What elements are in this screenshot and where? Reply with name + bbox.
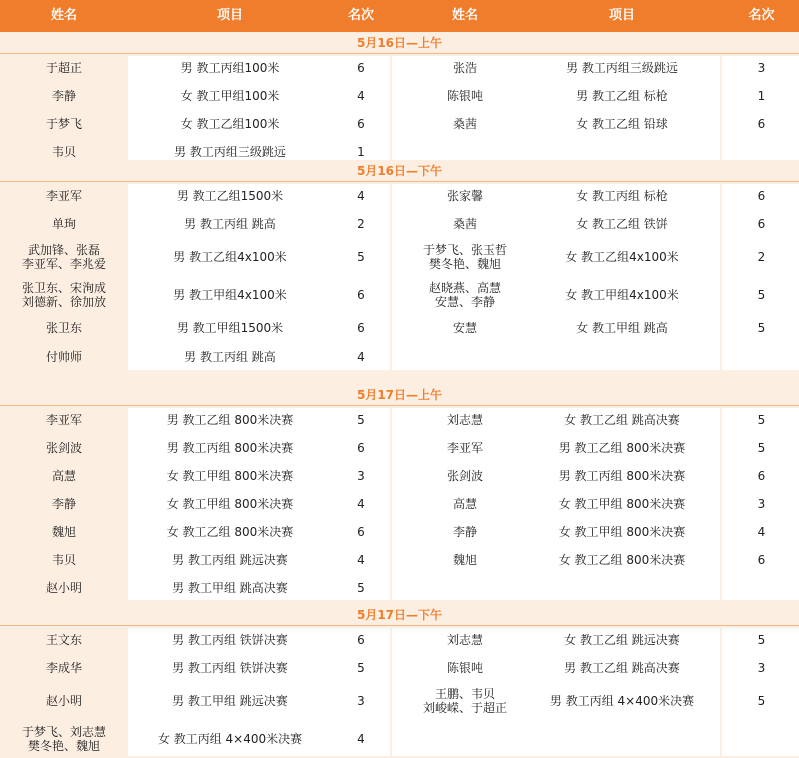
table-row <box>0 238 799 276</box>
table-row <box>0 210 799 238</box>
right-event-cell: 男 教工丙组 4×400米决赛 <box>549 694 695 708</box>
right-name-cell: 于梦飞、张玉哲 樊冬艳、魏旭 <box>422 243 507 271</box>
left-rank-cell: 6 <box>357 117 365 131</box>
left-rank-cell: 6 <box>357 61 365 75</box>
right-name-cell <box>410 574 520 602</box>
right-name-cell: 桑茜 <box>452 217 477 231</box>
left-event-cell: 女 教工乙组100米 <box>180 117 280 131</box>
right-event-cell: 男 教工乙组 跳高决赛 <box>564 661 680 675</box>
right-event-cell: 男 教工乙组 标枪 <box>576 89 668 103</box>
header-event-right: 项目 <box>608 8 635 23</box>
right-event-cell: 女 教工乙组 跳远决赛 <box>564 633 680 647</box>
table-row <box>0 574 799 602</box>
left-name-cell: 李静 <box>51 89 76 103</box>
left-rank-cell: 3 <box>357 694 365 708</box>
right-event-cell <box>520 720 724 758</box>
right-name-cell: 张剑波 <box>446 469 483 483</box>
left-rank-cell: 4 <box>357 497 365 511</box>
table-row <box>0 682 799 720</box>
table-row <box>0 276 799 314</box>
right-name-cell: 张浩 <box>452 61 477 75</box>
left-event-cell: 男 教工甲组4x100米 <box>173 288 287 302</box>
right-rank-cell: 6 <box>757 189 766 203</box>
left-name-cell: 武加锋、张磊 李亚军、李兆爱 <box>21 243 106 271</box>
right-name-cell <box>410 342 520 372</box>
right-rank-cell <box>724 342 799 372</box>
table-row <box>0 54 799 82</box>
right-name-cell <box>410 720 520 758</box>
left-name-cell: 魏旭 <box>51 525 76 539</box>
right-rank-cell: 4 <box>757 525 766 539</box>
left-name-cell: 李静 <box>51 497 76 511</box>
right-rank-cell: 5 <box>757 441 766 455</box>
section-title: 5月16日—上午 <box>0 32 799 54</box>
table-header <box>0 0 799 32</box>
left-event-cell: 男 教工乙组 800米决赛 <box>166 413 294 427</box>
left-name-cell: 韦贝 <box>51 145 76 159</box>
table-row <box>0 546 799 574</box>
right-name-cell: 安慧 <box>452 321 477 335</box>
left-rank-cell: 5 <box>357 581 365 595</box>
right-event-cell <box>520 574 724 602</box>
left-rank-cell: 6 <box>357 321 365 335</box>
table-row <box>0 182 799 210</box>
left-name-cell: 李亚军 <box>45 413 82 427</box>
right-name-cell: 王鹏、韦贝 刘峻嵘、于超正 <box>422 687 507 715</box>
right-event-cell: 女 教工甲组 800米决赛 <box>558 525 686 539</box>
right-event-cell: 女 教工乙组 800米决赛 <box>558 553 686 567</box>
left-event-cell: 女 教工甲组100米 <box>180 89 280 103</box>
left-rank-cell: 6 <box>357 288 365 302</box>
header-rank-left: 名次 <box>347 8 374 23</box>
header-name-right: 姓名 <box>451 8 478 23</box>
right-rank-cell: 2 <box>757 250 766 264</box>
table-row <box>0 518 799 546</box>
right-name-cell: 李亚军 <box>446 441 483 455</box>
left-event-cell: 女 教工丙组 4×400米决赛 <box>157 732 303 746</box>
right-rank-cell: 6 <box>757 469 766 483</box>
table-row <box>0 342 799 372</box>
left-rank-cell: 6 <box>357 441 365 455</box>
left-event-cell: 男 教工甲组 跳高决赛 <box>172 581 288 595</box>
left-name-cell: 于梦飞 <box>45 117 82 131</box>
right-rank-cell: 5 <box>757 321 766 335</box>
left-rank-cell: 5 <box>357 413 365 427</box>
table-row <box>0 110 799 138</box>
right-name-cell: 桑茜 <box>452 117 477 131</box>
header-rank-right: 名次 <box>748 8 775 23</box>
right-name-cell: 高慧 <box>452 497 477 511</box>
right-rank-cell: 5 <box>757 413 766 427</box>
left-name-cell: 于超正 <box>45 61 82 75</box>
left-rank-cell: 4 <box>357 350 365 364</box>
left-name-cell: 于梦飞、刘志慧 樊冬艳、魏旭 <box>21 725 106 753</box>
left-rank-cell: 4 <box>357 553 365 567</box>
left-name-cell: 张剑波 <box>45 441 82 455</box>
left-event-cell: 男 教工丙组 跳高 <box>184 350 276 364</box>
table-row <box>0 720 799 758</box>
left-rank-cell: 4 <box>357 89 365 103</box>
right-rank-cell: 5 <box>757 633 766 647</box>
section-title: 5月17日—上午 <box>0 384 799 406</box>
left-rank-cell: 3 <box>357 469 365 483</box>
left-rank-cell: 2 <box>357 217 365 231</box>
left-event-cell: 男 教工乙组4x100米 <box>173 250 287 264</box>
right-rank-cell: 1 <box>757 89 766 103</box>
table-row <box>0 82 799 110</box>
table-row <box>0 462 799 490</box>
left-event-cell: 男 教工丙组 800米决赛 <box>166 441 294 455</box>
left-event-cell: 男 教工丙组100米 <box>180 61 280 75</box>
right-event-cell: 女 教工丙组 标枪 <box>576 189 668 203</box>
section-title: 5月16日—下午 <box>0 160 799 182</box>
right-name-cell: 刘志慧 <box>446 413 483 427</box>
right-event-cell: 男 教工丙组 800米决赛 <box>558 469 686 483</box>
table-row <box>0 490 799 518</box>
left-event-cell: 男 教工甲组1500米 <box>176 321 284 335</box>
left-rank-cell: 4 <box>357 189 365 203</box>
left-event-cell: 男 教工丙组 跳远决赛 <box>172 553 288 567</box>
right-rank-cell: 6 <box>757 117 766 131</box>
left-name-cell: 付帅师 <box>45 350 82 364</box>
left-event-cell: 女 教工甲组 800米决赛 <box>166 469 294 483</box>
left-rank-cell: 5 <box>357 250 365 264</box>
left-event-cell: 男 教工乙组1500米 <box>176 189 284 203</box>
right-name-cell: 陈银吨 <box>446 661 483 675</box>
left-rank-cell: 5 <box>357 661 365 675</box>
right-name-cell: 刘志慧 <box>446 633 483 647</box>
right-rank-cell: 3 <box>757 497 766 511</box>
right-event-cell: 女 教工乙组 铁饼 <box>576 217 668 231</box>
right-name-cell: 赵晓燕、高慧 安慧、李静 <box>428 281 501 309</box>
right-rank-cell: 3 <box>757 661 766 675</box>
right-rank-cell: 6 <box>757 553 766 567</box>
table-row <box>0 406 799 434</box>
right-name-cell: 李静 <box>452 525 477 539</box>
left-rank-cell: 1 <box>357 145 365 159</box>
section-title: 5月17日—下午 <box>0 604 799 626</box>
right-event-cell: 女 教工乙组 铅球 <box>576 117 668 131</box>
table-row <box>0 314 799 342</box>
table-row <box>0 626 799 654</box>
left-name-cell: 李亚军 <box>45 189 82 203</box>
right-event-cell: 女 教工甲组 跳高 <box>576 321 668 335</box>
header-event-left: 项目 <box>216 8 243 23</box>
right-event-cell <box>520 342 724 372</box>
left-event-cell: 男 教工甲组 跳远决赛 <box>172 694 288 708</box>
left-event-cell: 男 教工丙组 铁饼决赛 <box>172 633 288 647</box>
left-event-cell: 男 教工丙组三级跳远 <box>174 145 286 159</box>
left-event-cell: 男 教工丙组 铁饼决赛 <box>172 661 288 675</box>
table-row <box>0 654 799 682</box>
right-rank-cell: 3 <box>757 61 766 75</box>
right-event-cell: 男 教工乙组 800米决赛 <box>558 441 686 455</box>
left-name-cell: 王文东 <box>45 633 82 647</box>
left-rank-cell: 6 <box>357 525 365 539</box>
right-event-cell: 女 教工甲组 800米决赛 <box>558 497 686 511</box>
right-event-cell: 女 教工甲组4x100米 <box>565 288 679 302</box>
left-name-cell: 单珣 <box>51 217 76 231</box>
right-rank-cell: 6 <box>757 217 766 231</box>
right-event-cell: 女 教工乙组 跳高决赛 <box>564 413 680 427</box>
right-rank-cell: 5 <box>757 288 766 302</box>
left-event-cell: 女 教工乙组 800米决赛 <box>166 525 294 539</box>
left-event-cell: 女 教工甲组 800米决赛 <box>166 497 294 511</box>
left-event-cell: 男 教工丙组 跳高 <box>184 217 276 231</box>
left-name-cell: 韦贝 <box>51 553 76 567</box>
right-rank-cell <box>724 720 799 758</box>
right-name-cell: 陈银吨 <box>446 89 483 103</box>
left-name-cell: 赵小明 <box>45 581 82 595</box>
right-name-cell: 魏旭 <box>452 553 477 567</box>
left-rank-cell: 6 <box>357 633 365 647</box>
header-name-left: 姓名 <box>50 8 77 23</box>
left-name-cell: 李成华 <box>45 661 82 675</box>
right-event-cell: 男 教工丙组三级跳远 <box>566 61 678 75</box>
table-row <box>0 434 799 462</box>
left-rank-cell: 4 <box>357 732 365 746</box>
left-name-cell: 张卫东 <box>45 321 82 335</box>
left-name-cell: 赵小明 <box>45 694 82 708</box>
right-event-cell: 女 教工乙组4x100米 <box>565 250 679 264</box>
left-name-cell: 张卫东、宋洵成 刘德新、徐加放 <box>21 281 106 309</box>
right-rank-cell <box>724 574 799 602</box>
right-name-cell: 张家馨 <box>446 189 483 203</box>
right-rank-cell: 5 <box>757 694 766 708</box>
left-name-cell: 高慧 <box>51 469 76 483</box>
